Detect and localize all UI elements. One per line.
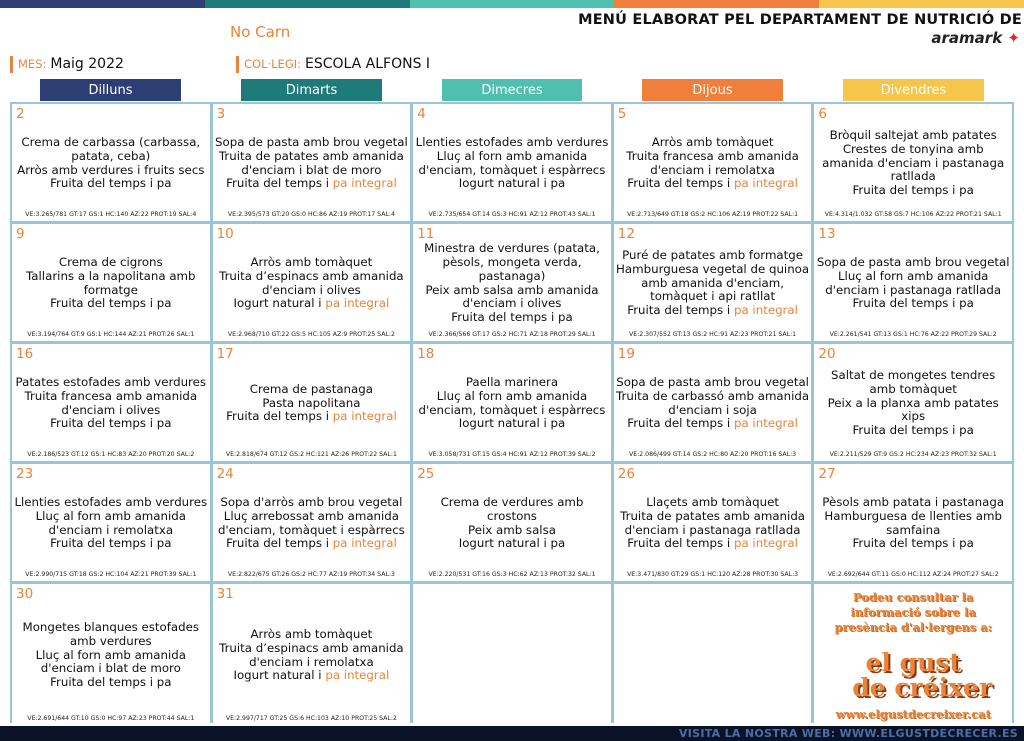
day-cell [614, 344, 812, 461]
dish-line: Crema de pastanaga [249, 381, 373, 396]
day-number: 5 [617, 106, 627, 122]
dish-line: Truita francesa amb amanida d'enciam i remolatxa [626, 148, 799, 177]
empty-cell [614, 584, 812, 725]
nutrition-info: VE:3.058/731 GT:15 GS:4 HC:91 AZ:12 PROT:39 SAL:2 [428, 451, 596, 458]
dish-line: Truita d’espinacs amb amanida d'enciam i olives [219, 268, 404, 297]
pa-integral-highlight: pa integral [325, 296, 390, 311]
day-number: 12 [617, 226, 635, 242]
promo-text-line: informació sobre la [850, 605, 976, 619]
el-gust-logo: el gust [865, 648, 961, 677]
menu-dishes [14, 598, 208, 713]
dish-line: Fruita del temps i pa integral [627, 416, 798, 431]
dish-line: Hamburguesa vegetal de quinoa amb amanida d'enciam, tomàquet i api ratllat [616, 261, 810, 304]
day-cell [213, 344, 411, 461]
day-cell [213, 584, 411, 725]
nutrition-info: VE:2.692/644 GT:11 GS:0 HC:112 AZ:24 PROT:27 SAL:2 [827, 571, 999, 578]
menu-dishes [215, 358, 409, 449]
pa-integral-highlight: pa integral [733, 176, 798, 191]
day-number: 30 [16, 586, 34, 602]
no-carn-label: No Carn [230, 23, 291, 41]
dish-line: Minestra de verdures (patata, pèsols, mongeta verda, pastanaga) [424, 241, 600, 283]
nutrition-info: VE:2.818/674 GT:12 GS:2 HC:121 AZ:26 PROT:22 SAL:1 [225, 451, 397, 458]
dish-line: Lluç al forn amb amanida d'enciam, tomàquet i espàrrecs [418, 148, 606, 177]
menu-dishes [816, 118, 1010, 209]
dish-line: Iogurt natural i pa [458, 416, 566, 431]
day-number: 31 [216, 586, 234, 602]
dish-line: Fruita del temps i pa [852, 183, 974, 198]
menu-dishes [616, 358, 810, 449]
menu-dishes [816, 478, 1010, 569]
dish-line: Puré de patates amb formatge [622, 248, 804, 262]
dish-line: Peix a la planxa amb patates xips [827, 395, 999, 424]
promo-text-line: Podeu consultar la [852, 590, 974, 604]
menu-dishes [616, 478, 810, 569]
dish-line: Llenties estofades amb verdures [14, 494, 208, 509]
dish-line: Fruita del temps i pa integral [226, 536, 397, 551]
allergen-promo [814, 584, 1012, 725]
pa-integral-highlight: pa integral [733, 416, 798, 431]
day-number: 25 [417, 466, 435, 482]
day-number: 24 [216, 466, 234, 482]
dish-line: Iogurt natural i pa integral [233, 668, 390, 683]
dish-line: Truita francesa amb amanida d'enciam i olives [24, 388, 198, 417]
day-number: 20 [818, 346, 836, 362]
day-cell [12, 104, 210, 221]
day-cell [12, 584, 210, 725]
day-number: 13 [818, 226, 836, 242]
day-number: 17 [216, 346, 234, 362]
brand-logo: aramark ✦ [931, 29, 1020, 47]
dish-line: Fruita del temps i pa integral [627, 176, 798, 191]
nutrition-info: VE:2.691/644 GT:10 GS:0 HC:97 AZ:23 PROT:44 SAL:1 [27, 715, 195, 722]
dish-line: Llaçets amb tomàquet [646, 494, 779, 509]
day-cell [413, 464, 611, 581]
menu-calendar-grid [10, 102, 1014, 723]
page-title: MENÚ ELABORAT PEL DEPARTAMENT DE NUTRICIÓ DE [578, 12, 1022, 28]
nutrition-info: VE:3.265/781 GT:17 GS:1 HC:140 AZ:22 PROT:19 SAL:4 [25, 211, 197, 218]
dish-line: Arròs amb tomàquet [651, 134, 774, 149]
nutrition-info: VE:2.990/715 GT:18 GS:2 HC:104 AZ:21 PROT:39 SAL:1 [25, 571, 197, 578]
menu-dishes [415, 478, 609, 569]
dish-line: Bròquil saltejat amb patates [829, 128, 997, 142]
dish-line: Sopa de pasta amb brou vegetal [215, 134, 408, 149]
day-number: 23 [16, 466, 34, 482]
day-header-divendres: Divendres [843, 79, 984, 101]
dish-line: Truita de patates amb amanida d'enciam i pastanaga ratllada [620, 508, 806, 537]
dish-line: Sopa de pasta amb brou vegetal [816, 254, 1010, 269]
day-cell [614, 104, 812, 221]
day-number: 6 [818, 106, 827, 122]
day-cell [614, 464, 812, 581]
nutrition-info: VE:2.211/529 GT:9 GS:2 HC:234 AZ:23 PROT:32 SAL:1 [829, 451, 997, 458]
day-header-dimecres: Dimecres [442, 79, 582, 101]
day-number: 3 [216, 106, 226, 122]
dish-line: Arròs amb verdures i fruits secs [17, 162, 205, 177]
menu-dishes [215, 238, 409, 329]
nutrition-info: VE:2.366/566 GT:17 GS:2 HC:71 AZ:18 PROT:29 SAL:1 [428, 331, 596, 338]
nutrition-info: VE:4.314/1.032 GT:58 GS:7 HC:106 AZ:22 PROT:21 SAL:1 [824, 211, 1002, 218]
school-field: COL·LEGI: ESCOLA ALFONS I [236, 55, 1014, 73]
dish-line: Fruita del temps i pa [50, 176, 172, 191]
day-cell [413, 104, 611, 221]
menu-dishes [415, 358, 609, 449]
day-cell [12, 224, 210, 341]
dish-line: Fruita del temps i pa integral [627, 303, 798, 318]
pa-integral-highlight: pa integral [332, 536, 397, 551]
dish-line: Mongetes blanques estofades amb verdures [22, 620, 200, 648]
day-header-dimarts: Dimarts [241, 79, 382, 101]
nutrition-info: VE:2.086/499 GT:14 GS:2 HC:80 AZ:20 PROT:16 SAL:3 [629, 451, 797, 458]
day-cell [814, 344, 1012, 461]
day-cell [614, 224, 812, 341]
dish-line: Truita de carbassó amb amanida d'enciam i soja [616, 388, 810, 417]
dish-line: Pasta napolitana [262, 395, 361, 410]
dish-line: Crema de verdures amb crostons [440, 494, 584, 523]
dish-line: Sopa d'arròs amb brou vegetal [220, 494, 403, 509]
day-number: 19 [617, 346, 635, 362]
dish-line: Fruita del temps i pa [451, 310, 573, 325]
dish-line: Lluç al forn amb amanida d'enciam i pastanaga ratllada [825, 268, 1002, 297]
pa-integral-highlight: pa integral [332, 176, 397, 191]
dish-line: Fruita del temps i pa [852, 423, 974, 438]
menu-dishes [14, 238, 208, 329]
top-color-bar [0, 0, 1024, 8]
dish-line: Hamburguesa de llenties amb samfaina [824, 508, 1002, 537]
day-number: 18 [417, 346, 435, 362]
day-cell [413, 224, 611, 341]
day-cell [814, 224, 1012, 341]
nutrition-info: VE:3.194/764 GT:9 GS:1 HC:144 AZ:21 PROT:26 SAL:1 [27, 331, 195, 338]
dish-line: Tallarins a la napolitana amb formatge [26, 268, 196, 297]
dish-line: Fruita del temps i pa integral [627, 536, 798, 551]
dish-line: Iogurt natural i pa [458, 536, 566, 551]
dish-line: Lluç al forn amb amanida d'enciam, tomàquet i espàrrecs [418, 388, 606, 417]
promo-url-link[interactable]: www.elgustdecreixer.cat [835, 707, 991, 721]
dish-line: Arròs amb tomàquet [250, 254, 373, 269]
dish-line: Crestes de tonyina amb amanida d'enciam i pastanaga ratllada [822, 141, 1005, 184]
day-cell [213, 464, 411, 581]
footer-bar [0, 726, 1024, 741]
nutrition-info: VE:2.822/675 GT:26 GS:2 HC:77 AZ:19 PROT:34 SAL:3 [227, 571, 395, 578]
promo-text-line: presència d'al·lergens a: [834, 620, 992, 634]
menu-dishes [616, 238, 810, 329]
dish-line: Fruita del temps i pa [50, 675, 172, 690]
menu-dishes [215, 478, 409, 569]
menu-dishes [415, 118, 609, 209]
dish-line: Fruita del temps i pa integral [226, 176, 397, 191]
nutrition-info: VE:2.735/654 GT:14 GS:3 HC:91 AZ:12 PROT:43 SAL:1 [428, 211, 596, 218]
dish-line: Crema de cigrons [58, 254, 163, 269]
day-number: 26 [617, 466, 635, 482]
menu-dishes [14, 118, 208, 209]
dish-line: Lluç arrebossat amb amanida d'enciam, tomàquet i espàrrecs [217, 508, 405, 537]
day-cell [413, 344, 611, 461]
nutrition-info: VE:2.220/531 GT:16 GS:3 HC:62 AZ:13 PROT:32 SAL:1 [428, 571, 596, 578]
menu-dishes [14, 358, 208, 449]
dish-line: Truita d’espinacs amb amanida d'enciam i remolatxa [219, 640, 404, 669]
nutrition-info: VE:2.261/541 GT:13 GS:1 HC:76 AZ:22 PROT:29 SAL:2 [829, 331, 997, 338]
menu-dishes [14, 478, 208, 569]
day-number: 4 [417, 106, 426, 122]
menu-dishes [415, 238, 609, 329]
empty-cell [413, 584, 611, 725]
nutrition-info: VE:2.395/573 GT:20 GS:0 HC:86 AZ:19 PROT:17 SAL:4 [227, 211, 395, 218]
nutrition-info: VE:2.186/523 GT:12 GS:1 HC:83 AZ:20 PROT:20 SAL:2 [27, 451, 195, 458]
menu-dishes [215, 118, 409, 209]
day-number: 11 [417, 226, 435, 242]
day-cell [213, 224, 411, 341]
day-header-dilluns: Dilluns [40, 79, 181, 101]
dish-line: Llenties estofades amb verdures [415, 134, 609, 149]
dish-line: Fruita del temps i pa [50, 536, 172, 551]
dish-line: Sopa de pasta amb brou vegetal [616, 374, 809, 389]
dish-line: Saltat de mongetes tendres amb tomàquet [831, 368, 996, 396]
dish-line: Crema de carbassa (carbassa, patata, ceba) [21, 134, 201, 163]
nutrition-info: VE:3.471/830 GT:29 GS:1 HC:120 AZ:28 PROT:30 SAL:3 [627, 571, 799, 578]
dish-line: Fruita del temps i pa integral [226, 409, 397, 424]
dish-line: Lluç al forn amb amanida d'enciam i remolatxa [35, 508, 187, 537]
day-cell [12, 344, 210, 461]
day-number: 10 [216, 226, 234, 242]
nutrition-info: VE:2.713/649 GT:18 GS:2 HC:106 AZ:19 PROT:22 SAL:1 [627, 211, 799, 218]
dish-line: Paella marinera [465, 374, 559, 389]
footer-web-link[interactable]: VISITA LA NOSTRA WEB: WWW.ELGUSTDECRECER.ES [678, 727, 1018, 740]
dish-line: Iogurt natural i pa integral [233, 296, 390, 311]
nutrition-info: VE:2.307/552 GT:13 GS:2 HC:91 AZ:23 PROT:21 SAL:1 [629, 331, 797, 338]
day-number: 2 [16, 106, 25, 122]
menu-dishes [816, 238, 1010, 329]
dish-line: Fruita del temps i pa [852, 536, 974, 551]
nutrition-info: VE:2.997/717 GT:25 GS:6 HC:103 AZ:10 PROT:25 SAL:2 [225, 715, 397, 722]
day-cell [814, 464, 1012, 581]
dish-line: Patates estofades amb verdures [15, 374, 207, 389]
day-cell [814, 104, 1012, 221]
pa-integral-highlight: pa integral [733, 536, 798, 551]
dish-line: Fruita del temps i pa [50, 416, 172, 431]
dish-line: Pèsols amb patata i pastanaga [822, 494, 1005, 509]
menu-dishes [816, 358, 1010, 449]
dish-line: Fruita del temps i pa [50, 296, 172, 311]
month-field: MES: Maig 2022 [10, 55, 228, 73]
day-number: 16 [16, 346, 34, 362]
dish-line: Lluç al forn amb amanida d'enciam i blat de moro [35, 647, 187, 676]
nutrition-info: VE:2.968/710 GT:22 GS:5 HC:105 AZ:9 PROT:25 SAL:2 [227, 331, 395, 338]
day-cell [12, 464, 210, 581]
dish-line: Peix amb salsa amb amanida d'enciam i olives [425, 282, 599, 311]
dish-line: Peix amb salsa [468, 522, 556, 537]
menu-dishes [215, 598, 409, 713]
star-icon: ✦ [1007, 29, 1020, 47]
day-cell [213, 104, 411, 221]
dish-line: Fruita del temps i pa [852, 296, 974, 311]
pa-integral-highlight: pa integral [733, 303, 798, 318]
dish-line: Arròs amb tomàquet [250, 626, 373, 641]
dish-line: Iogurt natural i pa [458, 176, 566, 191]
day-number: 9 [16, 226, 25, 242]
dish-line: Truita de patates amb amanida d'enciam i blat de moro [218, 148, 404, 177]
day-header-dijous: Dijous [642, 79, 783, 101]
de-creixer-logo: de créixer [852, 673, 993, 702]
menu-dishes [616, 118, 810, 209]
pa-integral-highlight: pa integral [325, 668, 390, 683]
pa-integral-highlight: pa integral [332, 409, 397, 424]
day-number: 27 [818, 466, 836, 482]
